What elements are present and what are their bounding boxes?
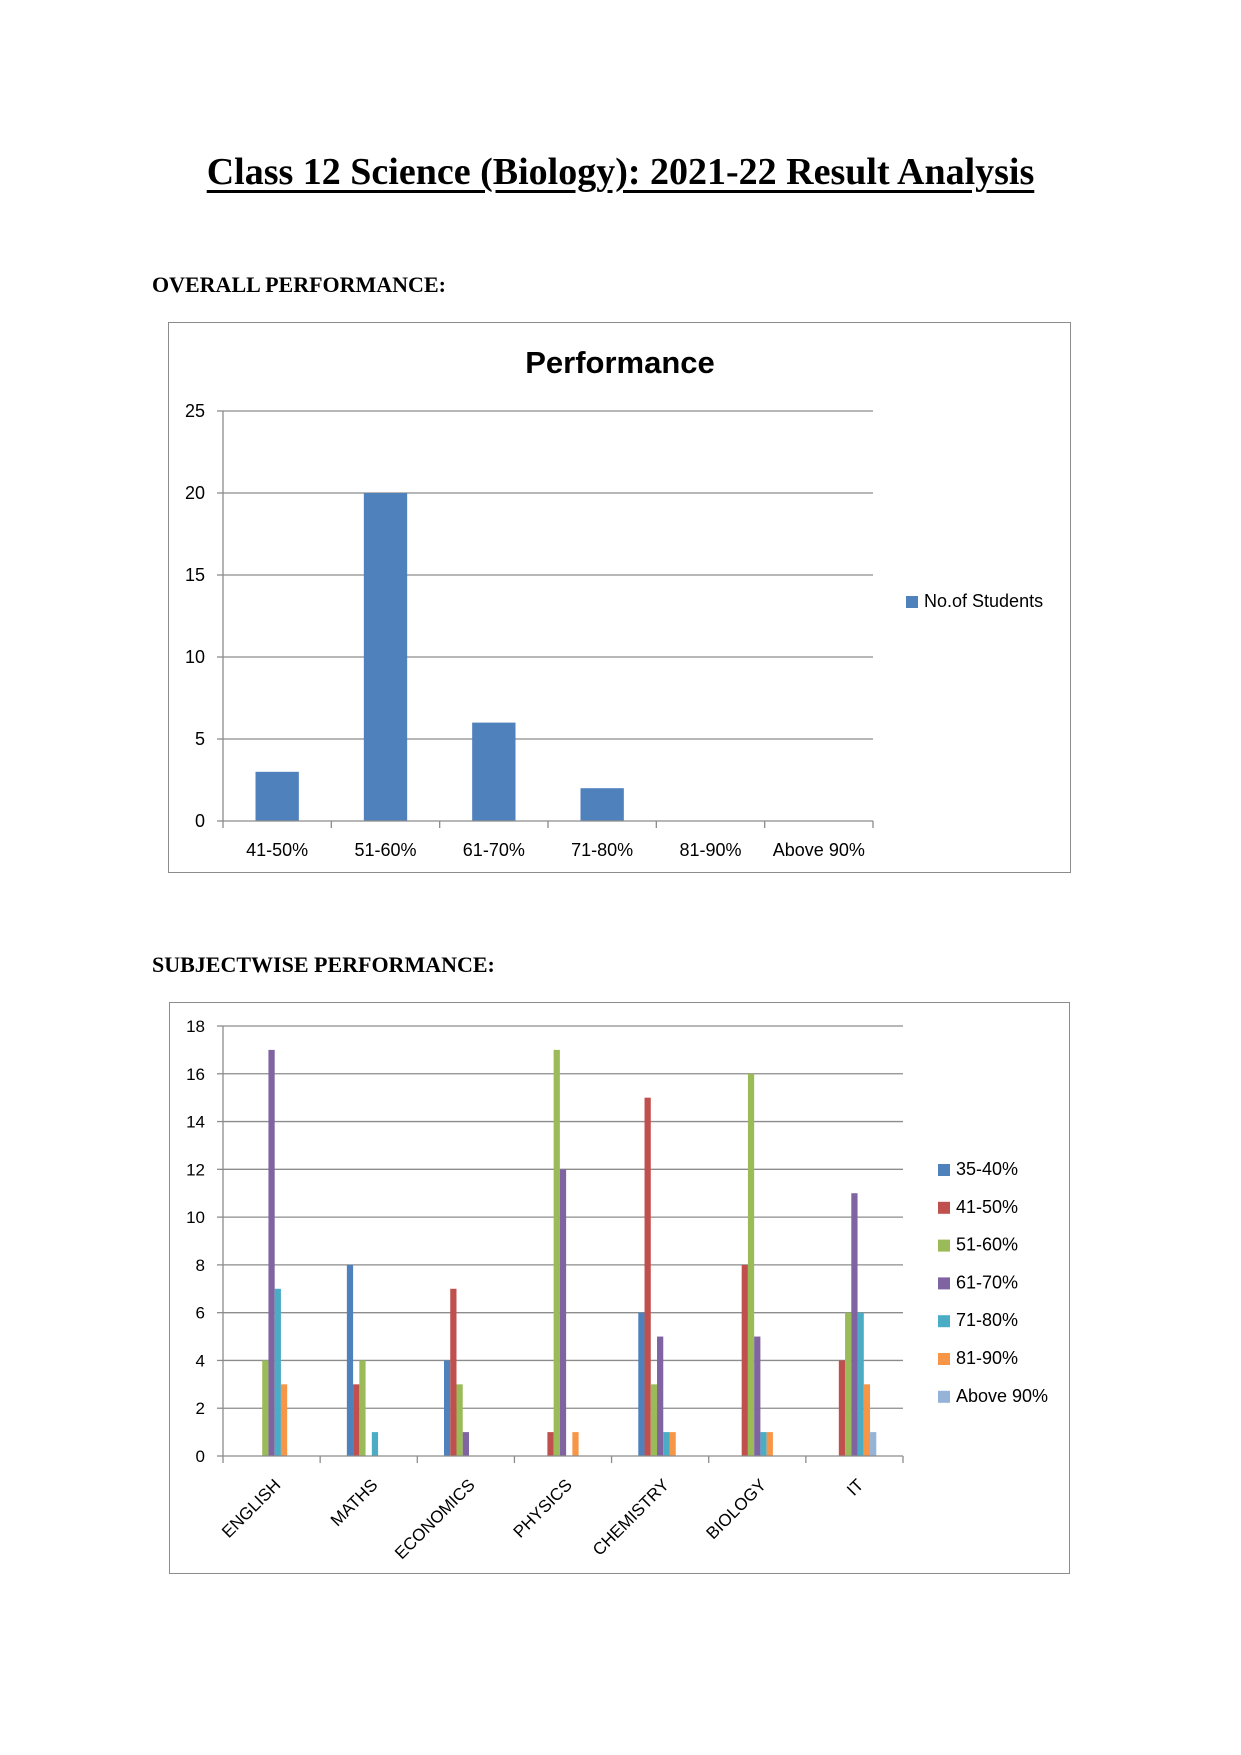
bar xyxy=(572,1432,578,1456)
x-tick-label: IT xyxy=(843,1475,868,1500)
bar xyxy=(268,1050,274,1456)
bar xyxy=(359,1360,365,1456)
y-tick-label: 16 xyxy=(186,1064,205,1084)
legend-label: 81-90% xyxy=(956,1348,1019,1368)
bar xyxy=(554,1050,560,1456)
y-tick-label: 10 xyxy=(186,1208,205,1228)
y-tick-label: 4 xyxy=(195,1351,205,1371)
bar xyxy=(560,1169,566,1456)
y-tick-label: 6 xyxy=(195,1303,205,1323)
bar xyxy=(657,1337,663,1456)
bar xyxy=(581,788,624,821)
bar xyxy=(864,1384,870,1456)
legend-swatch xyxy=(938,1315,950,1327)
bar xyxy=(858,1313,864,1456)
bar xyxy=(347,1265,353,1456)
bar xyxy=(645,1098,651,1456)
overall-performance-svg xyxy=(169,323,1070,872)
legend-label: No.of Students xyxy=(924,591,1044,611)
y-tick-label: 8 xyxy=(195,1255,205,1275)
x-tick-label: 61-70% xyxy=(462,840,525,860)
bar xyxy=(450,1289,456,1456)
bar xyxy=(275,1289,281,1456)
bar xyxy=(353,1384,359,1456)
y-tick-label: 18 xyxy=(186,1017,205,1036)
y-tick-label: 0 xyxy=(195,1447,205,1466)
legend-swatch xyxy=(938,1391,950,1403)
x-tick-label: PHYSICS xyxy=(509,1475,576,1542)
bar xyxy=(463,1432,469,1456)
legend-label: Above 90% xyxy=(956,1385,1049,1406)
bar xyxy=(748,1074,754,1456)
x-tick-label: BIOLOGY xyxy=(702,1475,771,1543)
y-tick-label: 14 xyxy=(186,1112,205,1132)
bar xyxy=(372,1432,378,1456)
legend-label: 61-70% xyxy=(956,1272,1019,1293)
x-tick-label: CHEMISTRY xyxy=(588,1475,673,1560)
legend-swatch xyxy=(938,1353,950,1365)
subjectwise-performance-svg xyxy=(170,1003,1069,1573)
bar xyxy=(851,1193,857,1456)
bar xyxy=(444,1360,450,1456)
overall-performance-heading: OVERALL PERFORMANCE: xyxy=(152,272,446,297)
bar xyxy=(870,1432,876,1456)
x-tick-label: ECONOMICS xyxy=(391,1475,479,1563)
bar xyxy=(742,1265,748,1456)
bar xyxy=(839,1360,845,1456)
x-tick-label: Above 90% xyxy=(772,840,865,860)
subjectwise-performance-chart xyxy=(169,1002,1070,1574)
legend-label: 35-40% xyxy=(956,1159,1019,1179)
subjectwise-performance-heading: SUBJECTWISE PERFORMANCE: xyxy=(152,952,495,977)
bar xyxy=(663,1432,669,1456)
legend-label: 71-80% xyxy=(956,1310,1019,1331)
bar xyxy=(651,1384,657,1456)
bar xyxy=(767,1432,773,1456)
bar xyxy=(845,1313,851,1456)
legend-swatch xyxy=(938,1164,950,1176)
legend-swatch xyxy=(938,1277,950,1289)
bar xyxy=(262,1360,268,1456)
legend-swatch xyxy=(906,596,918,608)
x-tick-label: 51-60% xyxy=(354,840,417,860)
x-tick-label: ENGLISH xyxy=(218,1475,285,1542)
bar xyxy=(638,1313,644,1456)
y-tick-label: 20 xyxy=(184,483,205,503)
page-title: Class 12 Science (Biology): 2021-22 Result Analysis xyxy=(206,151,1035,193)
y-tick-label: 0 xyxy=(194,811,205,831)
overall-performance-chart xyxy=(168,322,1071,873)
y-tick-label: 10 xyxy=(184,647,205,667)
bar xyxy=(754,1337,760,1456)
y-tick-label: 15 xyxy=(184,565,205,585)
legend-label: 51-60% xyxy=(956,1234,1019,1255)
legend-swatch xyxy=(938,1240,950,1252)
y-tick-label: 25 xyxy=(184,401,205,421)
bar xyxy=(670,1432,676,1456)
x-tick-label: 81-90% xyxy=(679,840,742,860)
x-tick-label: 71-80% xyxy=(571,840,634,860)
legend-swatch xyxy=(938,1202,950,1214)
bar xyxy=(456,1384,462,1456)
bar xyxy=(547,1432,553,1456)
bar xyxy=(256,772,299,821)
bar xyxy=(760,1432,766,1456)
y-tick-label: 12 xyxy=(186,1160,205,1180)
y-tick-label: 5 xyxy=(194,729,205,749)
bar xyxy=(281,1384,287,1456)
chart-title: Performance xyxy=(525,345,715,380)
y-tick-label: 2 xyxy=(195,1399,205,1419)
bar xyxy=(364,493,407,821)
legend-label: 41-50% xyxy=(956,1196,1019,1217)
x-tick-label: 41-50% xyxy=(246,840,309,860)
bar xyxy=(472,723,515,821)
x-tick-label: MATHS xyxy=(326,1475,382,1531)
